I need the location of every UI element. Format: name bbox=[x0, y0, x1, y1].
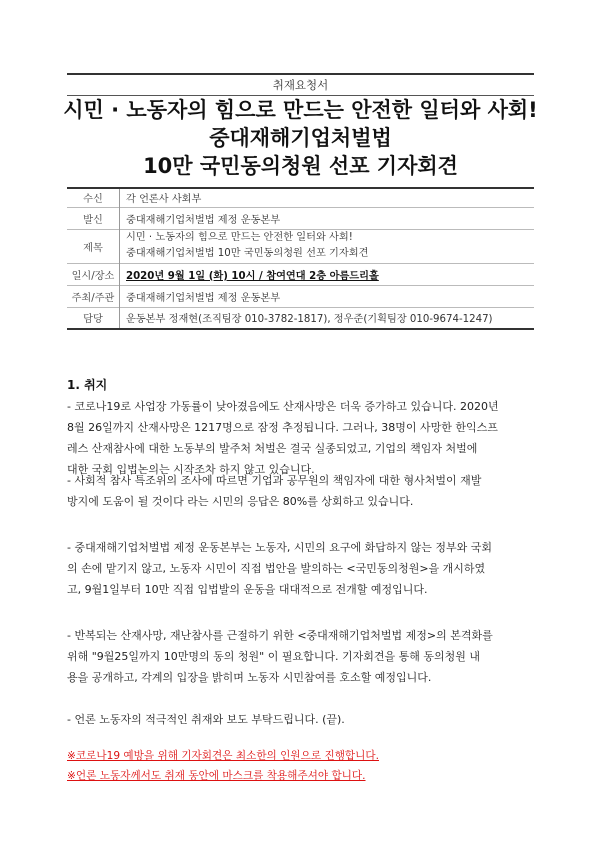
info-row-recipient bbox=[67, 188, 534, 207]
info-value: 각 언론사 사회부 bbox=[126, 194, 202, 206]
top-rule bbox=[67, 73, 534, 75]
paragraph-5 bbox=[67, 709, 541, 730]
paragraph-line: 위해 "9월25일까지 10만명의 동의 청원" 이 필요합니다. 기자회견을 통해 동의청원 내 bbox=[67, 650, 480, 663]
paragraph-line: - 중대재해기업처벌법 제정 운동본부는 노동자, 시민의 요구에 화답하지 않는 정부와 국회 bbox=[67, 541, 492, 554]
paragraph-2 bbox=[67, 470, 541, 512]
info-row-contact bbox=[67, 307, 534, 329]
notice-mask: ※언론 노동자께서도 취재 동안에 마스크를 착용해주셔야 합니다. bbox=[67, 770, 366, 782]
paragraph-line: 8월 26일까지 산재사망은 1217명으로 잠정 추정됩니다. 그러나, 38명이 사망한 한익스프 bbox=[67, 421, 498, 434]
title-line-2: 중대재해기업처벌법 bbox=[209, 126, 392, 150]
paragraph-line: 용을 공개하고, 각계의 입장을 밝히며 노동자 시민참여를 호소할 예정입니다. bbox=[67, 671, 432, 684]
paragraph-line: 대한 국회 입법논의는 시작조차 하지 않고 있습니다. bbox=[67, 463, 315, 476]
info-label: 수신 bbox=[67, 188, 120, 207]
paragraph-3 bbox=[67, 537, 541, 600]
info-table bbox=[67, 187, 534, 330]
paragraph-line: 의 손에 맡기지 않고, 노동자 시민이 직접 법안을 발의하는 <국민동의청원>을 개시하였 bbox=[67, 562, 486, 575]
info-row-sender bbox=[67, 207, 534, 229]
title-line-1: 시민 · 노동자의 힘으로 만드는 안전한 일터와 사회! bbox=[63, 98, 538, 122]
paragraph-line: 레스 산재참사에 대한 노동부의 발주처 처벌은 결국 실종되었고, 기업의 책임자 처벌에 bbox=[67, 442, 478, 455]
info-value: 중대재해기업처벌법 10만 국민동의청원 선포 기자회견 bbox=[126, 248, 369, 259]
paragraph-line: - 코로나19로 사업장 가동률이 낮아졌음에도 산재사망은 더욱 증가하고 있습니다. 2020년 bbox=[67, 400, 499, 413]
info-value: 중대재해기업처벌법 제정 운동본부 bbox=[126, 214, 281, 226]
info-label: 일시/장소 bbox=[67, 263, 120, 285]
info-row-subject bbox=[67, 229, 534, 263]
info-value: 운동본부 정재현(조직팀장 010-3782-1817), 정우준(기획팀장 010-9674-1247) bbox=[126, 314, 493, 326]
info-label: 주최/주관 bbox=[67, 285, 120, 307]
info-value: 중대재해기업처벌법 제정 운동본부 bbox=[126, 292, 281, 304]
info-value: 2020년 9월 1일 (화) 10시 / 참여연대 2층 아름드리홀 bbox=[126, 270, 379, 282]
notice-covid: ※코로나19 예방을 위해 기자회견은 최소한의 인원으로 진행합니다. bbox=[67, 750, 379, 762]
paragraph-line: - 사회적 참사 특조위의 조사에 따르면 기업과 공무원의 책임자에 대한 형사처벌이 재발 bbox=[67, 474, 482, 487]
paragraph-line: - 반복되는 산재사망, 재난참사를 근절하기 위한 <중대재해기업처벌법 제정>의 본격화를 bbox=[67, 629, 493, 642]
document-type: 취재요청서 bbox=[272, 78, 329, 92]
paragraph-line: 고, 9월1일부터 10만 직접 입법발의 운동을 대대적으로 전개할 예정입니다. bbox=[67, 583, 428, 596]
info-row-datetime bbox=[67, 263, 534, 285]
paragraph-1 bbox=[67, 396, 541, 480]
info-label: 제목 bbox=[67, 229, 120, 263]
paragraph-line: 방지에 도움이 될 것이다 라는 시민의 응답은 80%를 상회하고 있습니다. bbox=[67, 495, 414, 508]
info-value: 시민 · 노동자의 힘으로 만드는 안전한 일터와 사회! bbox=[126, 232, 353, 243]
title-line-3: 10만 국민동의청원 선포 기자회견 bbox=[143, 154, 458, 178]
info-label: 발신 bbox=[67, 207, 120, 229]
section-title: 1. 취지 bbox=[67, 378, 108, 392]
paragraph-line: - 언론 노동자의 적극적인 취재와 보도 부탁드립니다. (끝). bbox=[67, 713, 345, 726]
info-row-host bbox=[67, 285, 534, 307]
info-label: 담당 bbox=[67, 307, 120, 329]
paragraph-4 bbox=[67, 625, 541, 688]
